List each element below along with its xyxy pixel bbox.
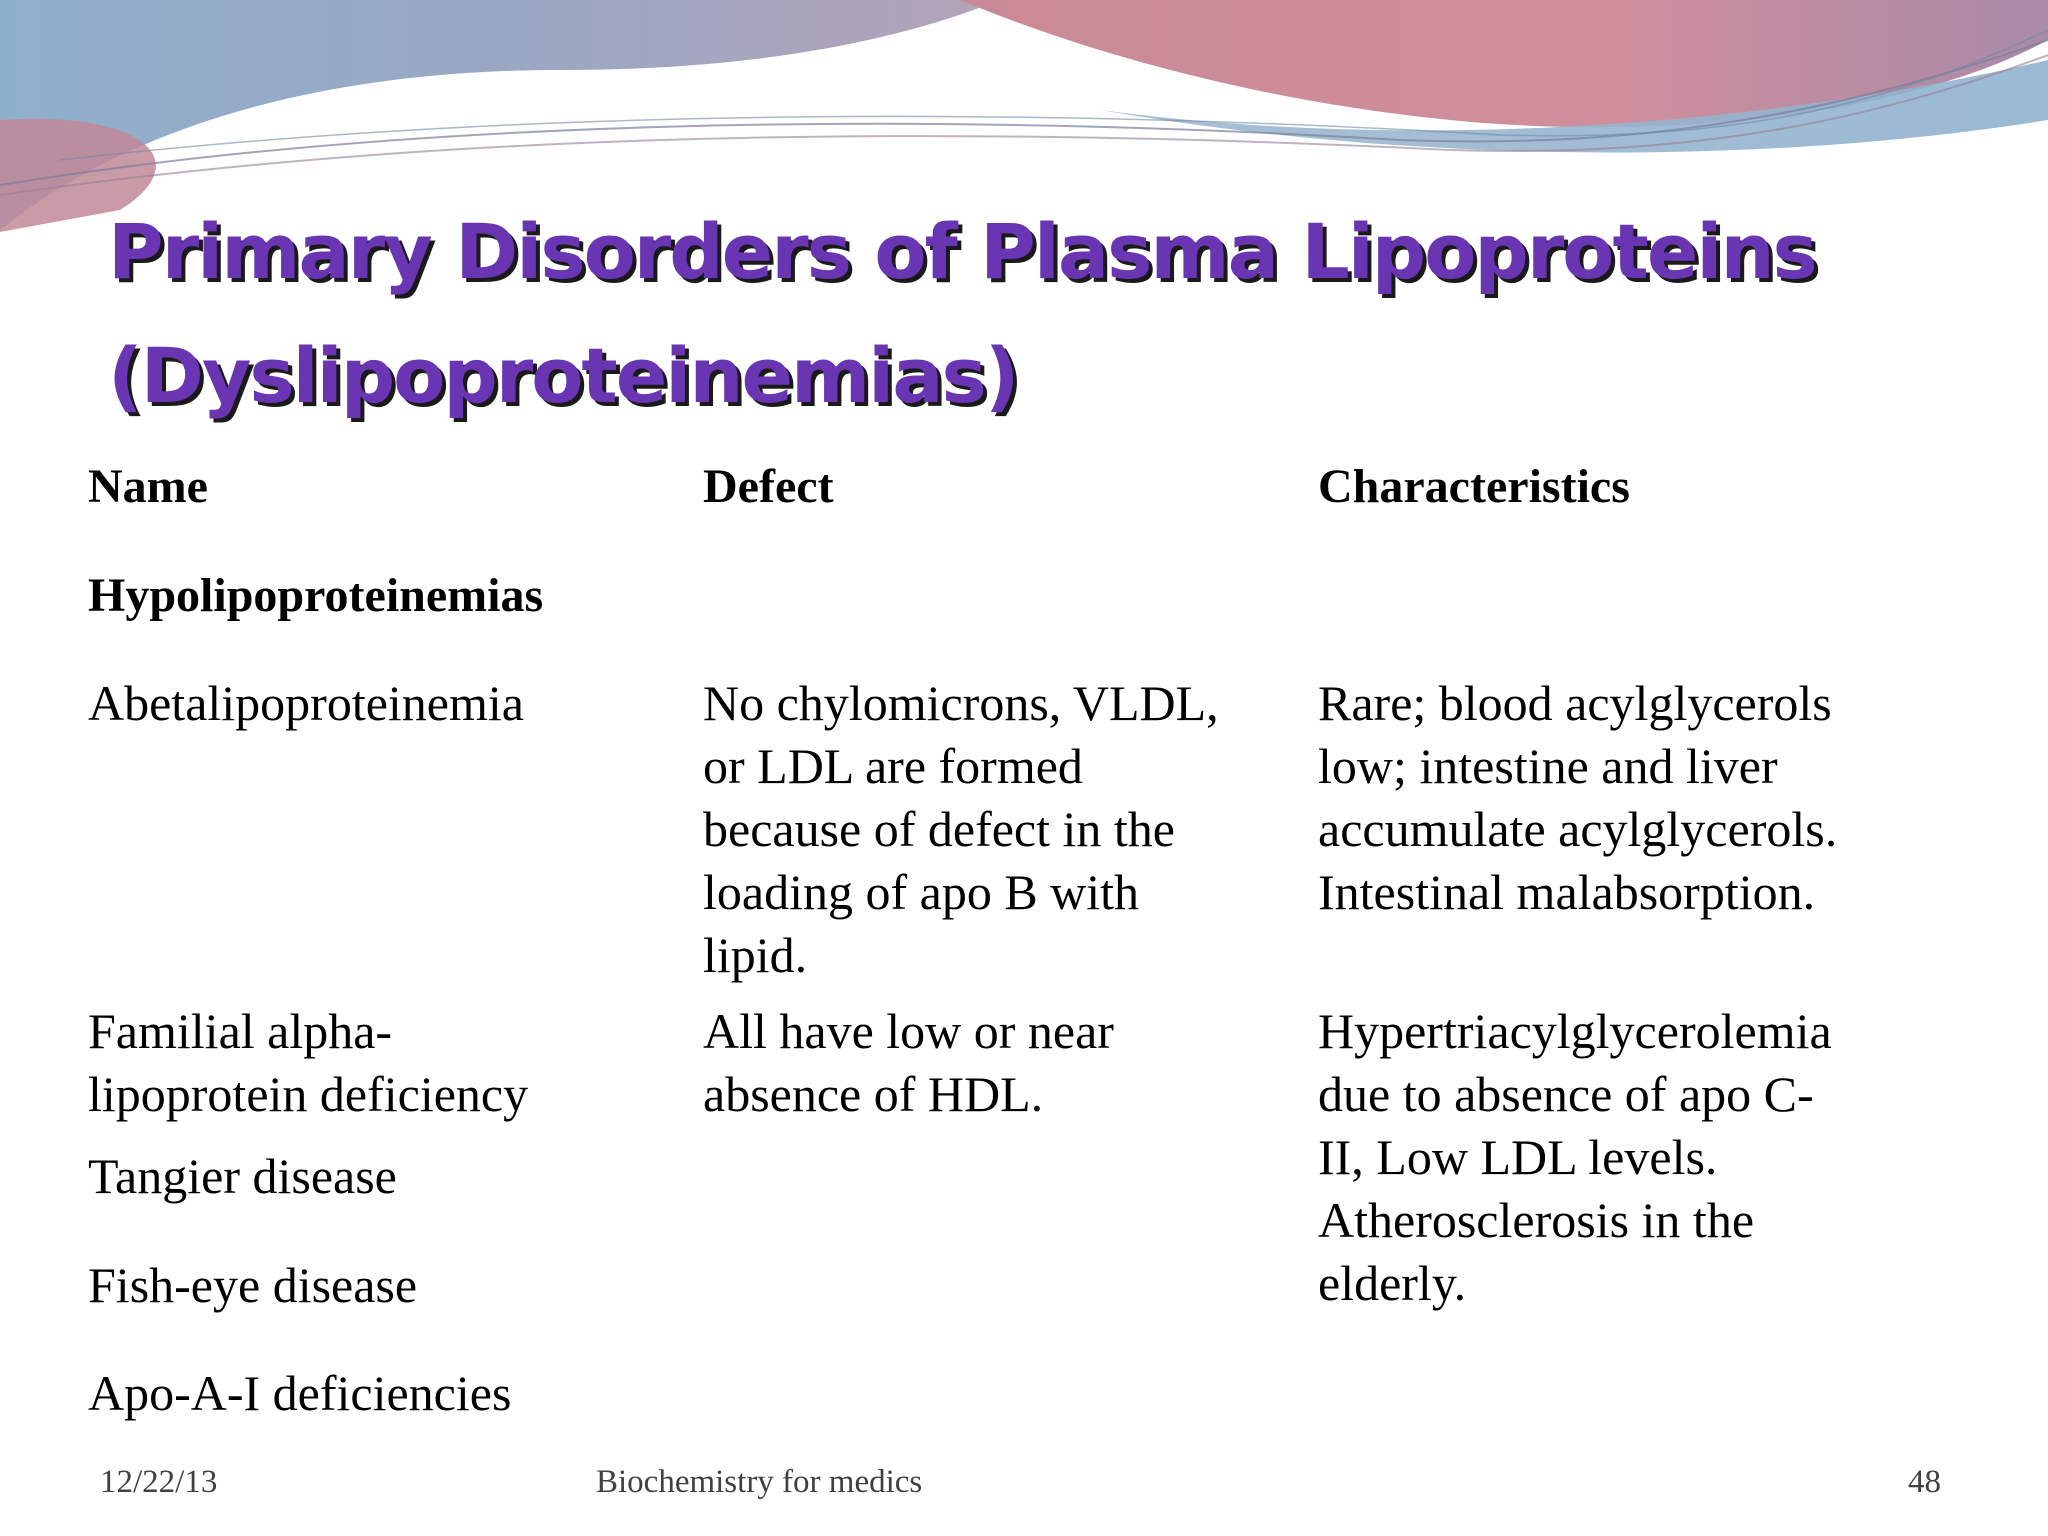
defect-line: No chylomicrons, VLDL, — [703, 675, 1219, 731]
defect-line: because of defect in the — [703, 801, 1175, 857]
column-header-name: Name — [88, 460, 208, 513]
footer-title: Biochemistry for medics — [596, 1464, 923, 1500]
defect-line: lipid. — [703, 927, 808, 983]
defect-line: or LDL are formed — [703, 738, 1083, 794]
disorder-name: Apo-A-I deficiencies — [88, 1365, 512, 1421]
disorder-name: Tangier disease — [88, 1148, 397, 1204]
characteristics-line: II, Low LDL levels. — [1318, 1129, 1718, 1185]
characteristics-line: Rare; blood acylglycerols — [1318, 675, 1832, 731]
slide-title-line-2: (Dyslipoproteinemias) — [108, 331, 1018, 420]
characteristics-line: accumulate acylglycerols. — [1318, 801, 1838, 857]
column-header-defect: Defect — [703, 460, 834, 513]
footer-date: 12/22/13 — [100, 1464, 218, 1500]
disorder-name: Abetalipoproteinemia — [88, 675, 524, 731]
characteristics-line: low; intestine and liver — [1318, 738, 1778, 794]
footer-page-number: 48 — [1908, 1464, 1941, 1500]
characteristics-line: Atherosclerosis in the — [1318, 1192, 1755, 1248]
disorder-name: Familial alpha- — [88, 1003, 393, 1059]
defect-line: loading of apo B with — [703, 864, 1140, 920]
disorder-name: lipoprotein deficiency — [88, 1066, 529, 1122]
characteristics-line: Hypertriacylglycerolemia — [1318, 1003, 1832, 1059]
column-header-characteristics: Characteristics — [1318, 460, 1630, 513]
slide-title-line-1: Primary Disorders of Plasma Lipoproteins — [108, 207, 1816, 296]
characteristics-line: due to absence of apo C- — [1318, 1066, 1814, 1122]
section-heading: Hypolipoproteinemias — [88, 569, 544, 622]
characteristics-line: elderly. — [1318, 1255, 1467, 1311]
defect-line: All have low or near — [703, 1003, 1114, 1059]
defect-line: absence of HDL. — [703, 1066, 1044, 1122]
characteristics-line: Intestinal malabsorption. — [1318, 864, 1816, 920]
disorder-name: Fish-eye disease — [88, 1257, 418, 1313]
